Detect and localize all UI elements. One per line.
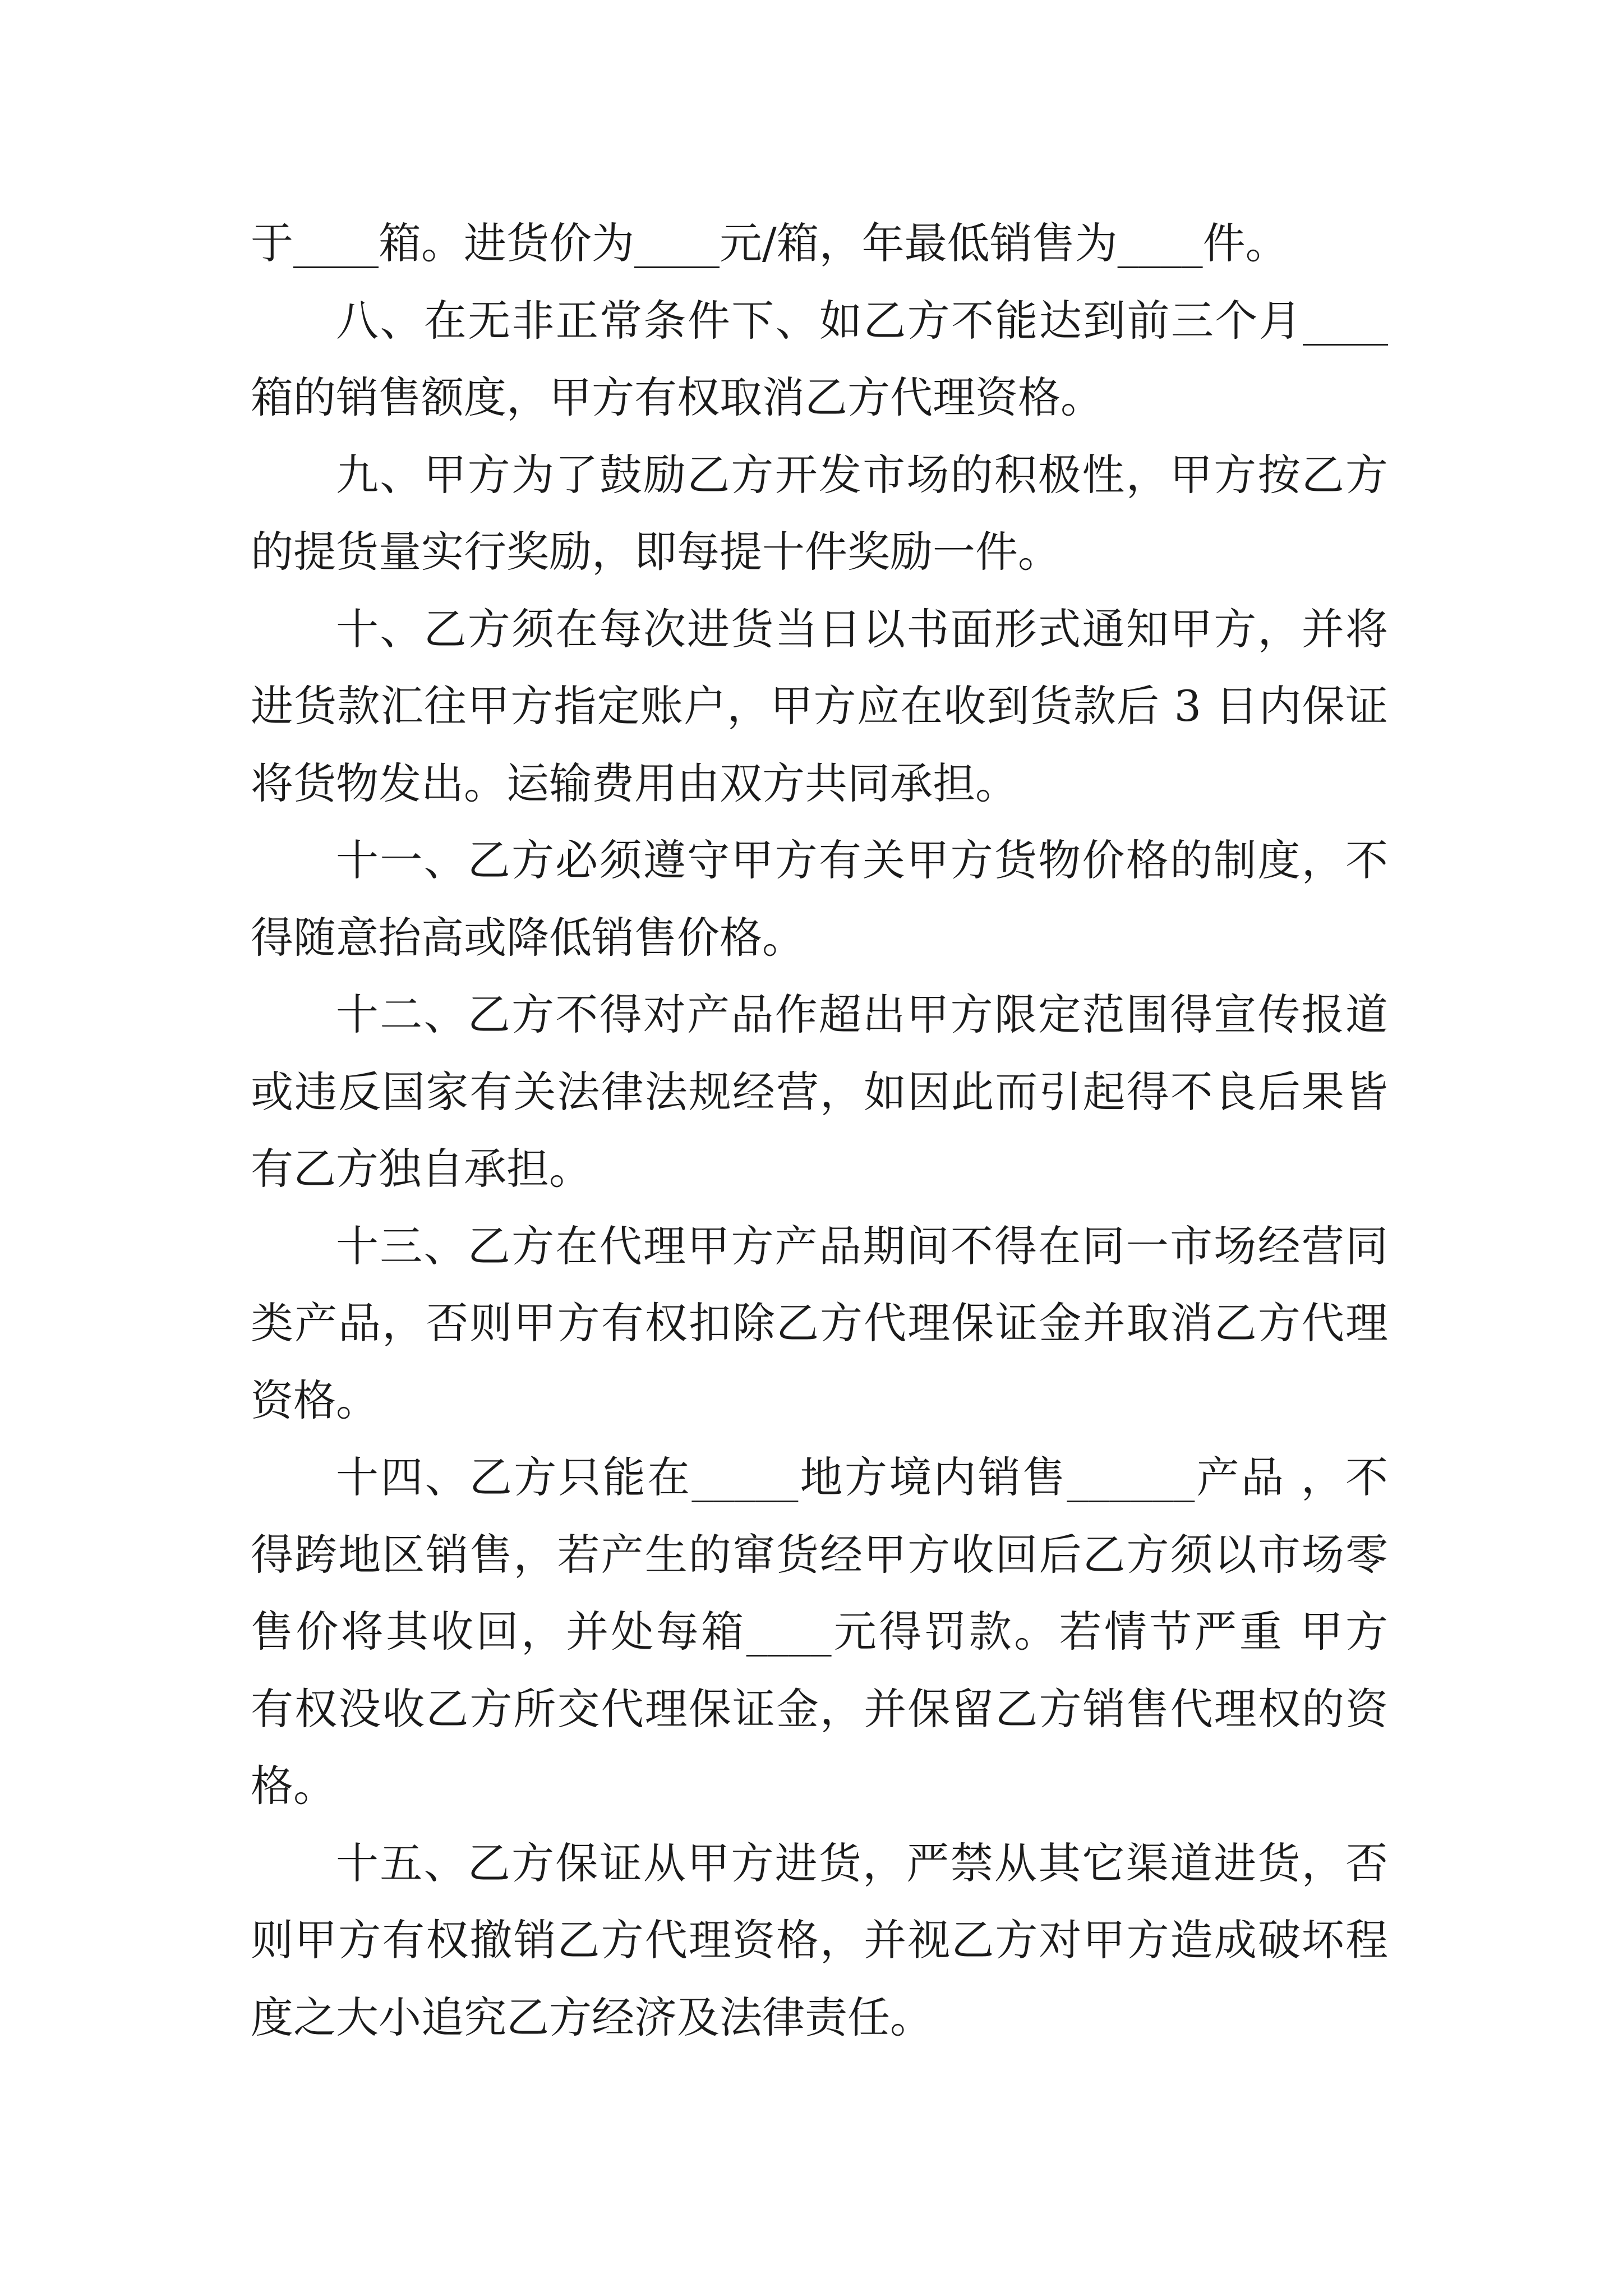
paragraph-clause-7-continued — [251, 205, 1388, 282]
text-line: 十四、乙方只能在_____地方境内销售______产品 ，不 — [336, 1452, 1388, 1502]
text-line: 得跨地区销售，若产生的窜货经甲方收回后乙方须以市场零 — [251, 1529, 1388, 1580]
text-line: 进货款汇往甲方指定账户，甲方应在收到货款后 3 日内保证 — [251, 681, 1388, 731]
text-line: 资格。 — [251, 1375, 379, 1425]
paragraph-clause-9 — [251, 436, 1388, 591]
text-line: 得随意抬高或降低销售价格。 — [251, 912, 805, 963]
text-line: 则甲方有权撤销乙方代理资格，并视乙方对甲方造成破坏程 — [251, 1915, 1388, 1965]
text-line: 有权没收乙方所交代理保证金，并保留乙方销售代理权的资 — [251, 1683, 1388, 1734]
paragraph-clause-11 — [251, 822, 1388, 976]
text-line: 于____箱。进货价为____元/箱，年最低销售为____件。 — [251, 218, 1288, 268]
text-line: 箱的销售额度，甲方有权取消乙方代理资格。 — [251, 372, 1103, 422]
text-line: 十一、乙方必须遵守甲方有关甲方货物价格的制度，不 — [336, 835, 1388, 885]
paragraph-clause-13 — [251, 1208, 1388, 1439]
text-line: 十、乙方须在每次进货当日以书面形式通知甲方，并将 — [336, 604, 1388, 654]
text-line: 度之大小追究乙方经济及法律责任。 — [251, 1992, 933, 2042]
text-line: 十二、乙方不得对产品作超出甲方限定范围得宣传报道 — [336, 990, 1388, 1039]
text-line: 十三、乙方在代理甲方产品期间不得在同一市场经营同 — [336, 1221, 1388, 1271]
paragraph-clause-10 — [251, 591, 1388, 822]
text-line: 售价将其收回，并处每箱____元得罚款。若情节严重 甲方 — [251, 1607, 1388, 1657]
paragraph-clause-12 — [251, 976, 1388, 1208]
text-line: 八、在无非正常条件下、如乙方不能达到前三个月____ — [336, 295, 1388, 346]
text-line: 格。 — [251, 1761, 336, 1811]
text-line: 有乙方独自承担。 — [251, 1144, 592, 1194]
text-line: 的提货量实行奖励，即每提十件奖励一件。 — [251, 527, 1061, 577]
text-line: 将货物发出。运输费用由双方共同承担。 — [251, 758, 1018, 808]
text-line: 类产品，否则甲方有权扣除乙方代理保证金并取消乙方代理 — [251, 1298, 1388, 1348]
document-body — [251, 205, 1388, 2056]
text-line: 九、甲方为了鼓励乙方开发市场的积极性，甲方按乙方 — [336, 449, 1388, 500]
paragraph-clause-8 — [251, 282, 1388, 436]
paragraph-clause-14 — [251, 1439, 1388, 1825]
text-line: 或违反国家有关法律法规经营，如因此而引起得不良后果皆 — [251, 1066, 1388, 1117]
text-line: 十五、乙方保证从甲方进货，严禁从其它渠道进货，否 — [336, 1838, 1388, 1888]
paragraph-clause-15 — [251, 1825, 1388, 2056]
